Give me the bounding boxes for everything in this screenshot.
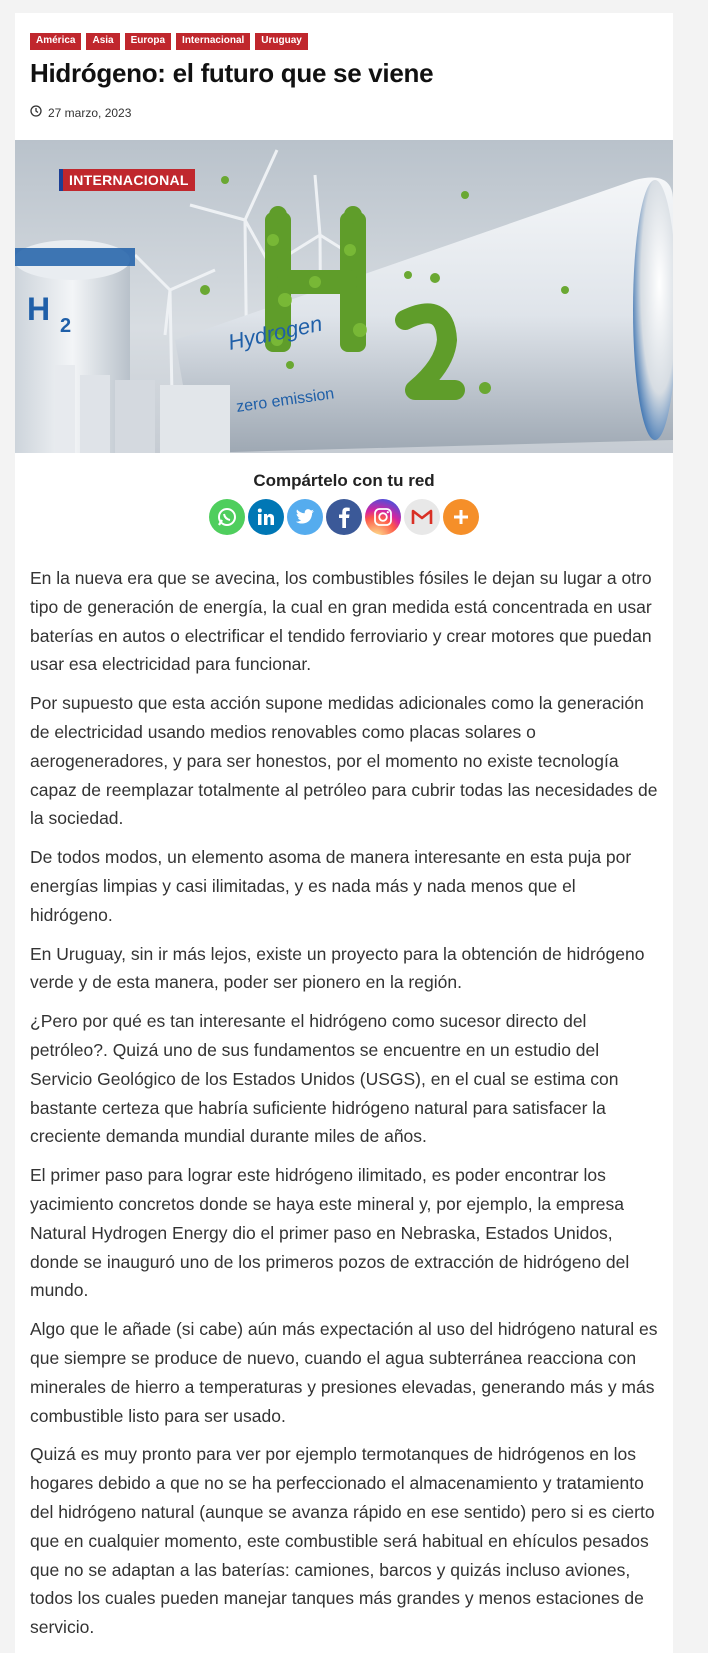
more-share-button[interactable] xyxy=(443,499,479,535)
tank-emission-text: zero emission xyxy=(235,385,336,416)
article-card xyxy=(15,13,673,1653)
twitter-icon xyxy=(295,508,315,526)
share-buttons xyxy=(209,499,479,535)
gmail-share-button[interactable] xyxy=(404,499,440,535)
hero-badge-label: INTERNACIONAL xyxy=(63,169,195,191)
article-body xyxy=(30,564,660,1652)
hero-image xyxy=(15,140,673,453)
category-uruguay[interactable]: Uruguay xyxy=(255,33,308,50)
paragraph: De todos modos, un elemento asoma de manera interesante en esta puja por energías limpias y casi ilimitadas, y es nada más y nada menos que el hidrógeno. xyxy=(30,847,632,925)
paragraph: El primer paso para lograr este hidrógeno ilimitado, es poder encontrar los yacimiento concretos donde se haya este mineral y, por ejemplo, la empresa Natural Hydrogen Energy dio el primer paso en Nebraska, Estados Unidos, donde se inauguró uno de los primeros pozos de extracción de hidrógeno del mundo. xyxy=(30,1165,630,1301)
twitter-share-button[interactable] xyxy=(287,499,323,535)
whatsapp-share-button[interactable] xyxy=(209,499,245,535)
facebook-icon xyxy=(338,506,350,528)
paragraph: Algo que le añade (si cabe) aún más expectación al uso del hidrógeno natural es que siempre se produce de nuevo, cuando el agua subterránea reacciona con minerales de hierro a temperaturas y presiones elevadas, generando más y más combustible listo para ser usado. xyxy=(30,1319,658,1426)
category-america[interactable]: América xyxy=(30,33,81,50)
facebook-share-button[interactable] xyxy=(326,499,362,535)
page-title: Hidrógeno: el futuro que se viene xyxy=(30,58,434,88)
paragraph: ¿Pero por qué es tan interesante el hidrógeno como sucesor directo del petróleo?. Quizá uno de sus fundamentos se encuentre en un estudio del Servicio Geológico de los Estados Unidos (USGS), en el cual se estima con bastante certeza que habría suficiente hidrógeno natural para satisfacer la creciente demanda mundial durante miles de años. xyxy=(30,1011,619,1147)
category-internacional[interactable]: Internacional xyxy=(176,33,250,50)
post-date xyxy=(30,105,131,120)
category-europa[interactable]: Europa xyxy=(125,33,171,50)
paragraph: En la nueva era que se avecina, los combustibles fósiles le dejan su lugar a otro tipo de generación de energía, la cual en gran medida está concentrada en usar baterías en autos o electrificar el tendido ferroviario y crear motores que puedan usar esa electricidad para funcionar. xyxy=(30,568,652,675)
paragraph: Quizá es muy pronto para ver por ejemplo termotanques de hidrógenos en los hogares debido a que no se ha perfeccionado el almacenamiento y tratamiento del hidrógeno natural (aunque se avanza rápido en ese sentido) pero si es cierto que en cualquier momento, este combustible será habitual en ehículos pesados que no se adaptan a las baterías: camiones, barcos y quizás incluso aviones, todos los cuales pueden manejar tanques más grandes y menos estaciones de servicio. xyxy=(30,1444,655,1638)
whatsapp-icon xyxy=(216,506,238,528)
category-asia[interactable]: Asia xyxy=(86,33,119,50)
clock-icon xyxy=(30,105,42,120)
paragraph: Por supuesto que esta acción supone medidas adicionales como la generación de electricidad usando medios renovables como placas solares o aerogeneradores, y para ser honestos, por el momento no existe tecnología capaz de reemplazar totalmente al petróleo para cubrir todas las necesidades de la sociedad. xyxy=(30,693,658,829)
paragraph: En Uruguay, sin ir más lejos, existe un proyecto para la obtención de hidrógeno verde y de esta manera, poder ser pionero en la región. xyxy=(30,943,645,993)
linkedin-icon xyxy=(256,507,276,527)
plus-icon xyxy=(453,509,469,525)
hero-badge xyxy=(59,169,195,191)
tank-h-text: H xyxy=(27,291,51,327)
category-tags xyxy=(30,33,308,50)
instagram-icon xyxy=(373,507,393,527)
share-title: Compártelo con tu red xyxy=(253,471,435,490)
gmail-icon xyxy=(411,509,433,525)
instagram-share-button[interactable] xyxy=(365,499,401,535)
tank-hydrogen-text: Hydrogen xyxy=(225,310,325,355)
date-text: 27 marzo, 2023 xyxy=(48,105,132,120)
linkedin-share-button[interactable] xyxy=(248,499,284,535)
tank-2-text: 2 xyxy=(60,315,72,337)
